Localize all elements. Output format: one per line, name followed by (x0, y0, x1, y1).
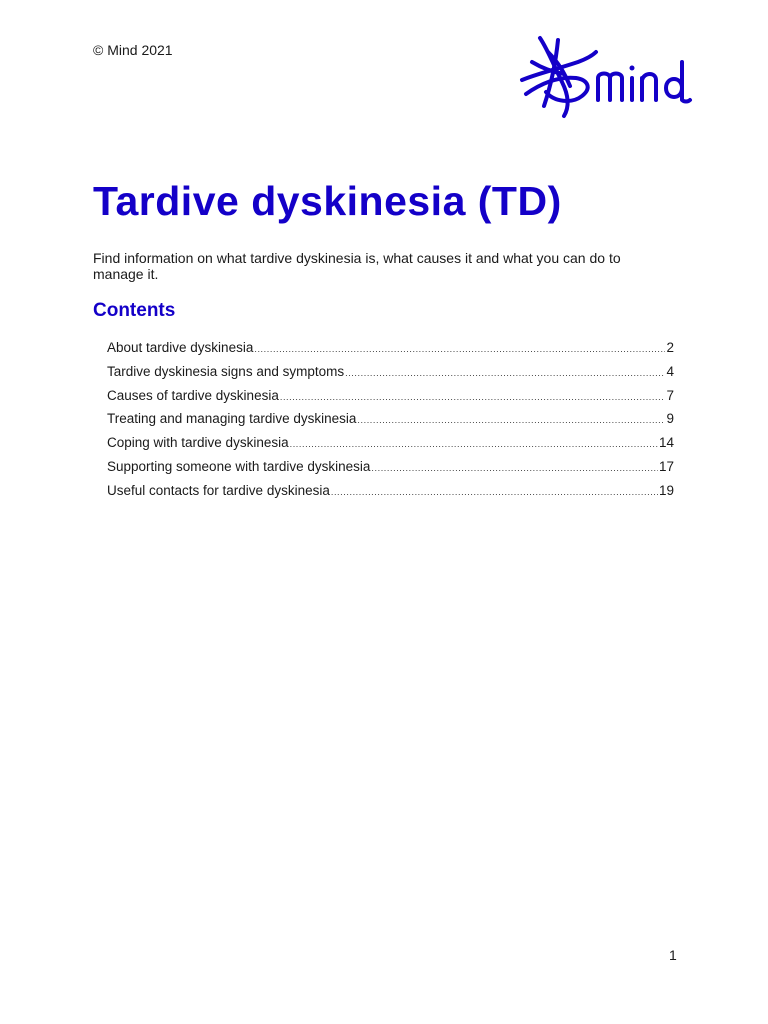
toc-leader-dots (371, 463, 658, 473)
toc-item-label: Causes of tardive dyskinesia (107, 387, 279, 403)
toc-item-page: 19 (658, 482, 674, 498)
toc-leader-dots (280, 392, 666, 402)
toc-item-label: Supporting someone with tardive dyskinesia (107, 458, 371, 474)
toc-leader-dots (345, 368, 665, 378)
toc-item-page: 14 (658, 435, 674, 451)
toc-leader-dots (331, 487, 658, 497)
toc-item-page: 4 (666, 363, 674, 379)
document-title: Tardive dyskinesia (TD) (93, 178, 562, 224)
toc-item-label: Coping with tardive dyskinesia (107, 435, 289, 451)
toc-item-label: About tardive dyskinesia (107, 340, 254, 355)
toc-item-treating[interactable] (107, 411, 674, 435)
toc-item-signs-symptoms[interactable] (107, 364, 674, 388)
toc-item-causes[interactable] (107, 388, 674, 412)
toc-leader-dots (254, 344, 665, 354)
toc-item-coping[interactable] (107, 435, 674, 459)
toc-item-page: 17 (658, 458, 674, 474)
toc-item-page: 7 (666, 387, 674, 403)
toc-item-label: Tardive dyskinesia signs and symptoms (107, 363, 345, 379)
toc-item-supporting[interactable] (107, 459, 674, 483)
contents-heading: Contents (93, 300, 176, 321)
mind-logo (518, 32, 720, 122)
toc-item-label: Useful contacts for tardive dyskinesia (107, 482, 330, 498)
toc-item-page: 9 (666, 411, 674, 427)
table-of-contents (107, 340, 674, 507)
copyright-notice: © Mind 2021 (93, 42, 173, 58)
toc-leader-dots (357, 415, 665, 425)
page-number: 1 (669, 947, 677, 963)
toc-item-page: 2 (666, 340, 674, 355)
toc-item-label: Treating and managing tardive dyskinesia (107, 411, 357, 427)
toc-item-useful-contacts[interactable] (107, 483, 674, 507)
toc-item-about[interactable] (107, 340, 674, 364)
intro-paragraph: Find information on what tardive dyskinesia is, what causes it and what you can do to manage it. (93, 250, 621, 282)
toc-leader-dots (290, 439, 658, 449)
